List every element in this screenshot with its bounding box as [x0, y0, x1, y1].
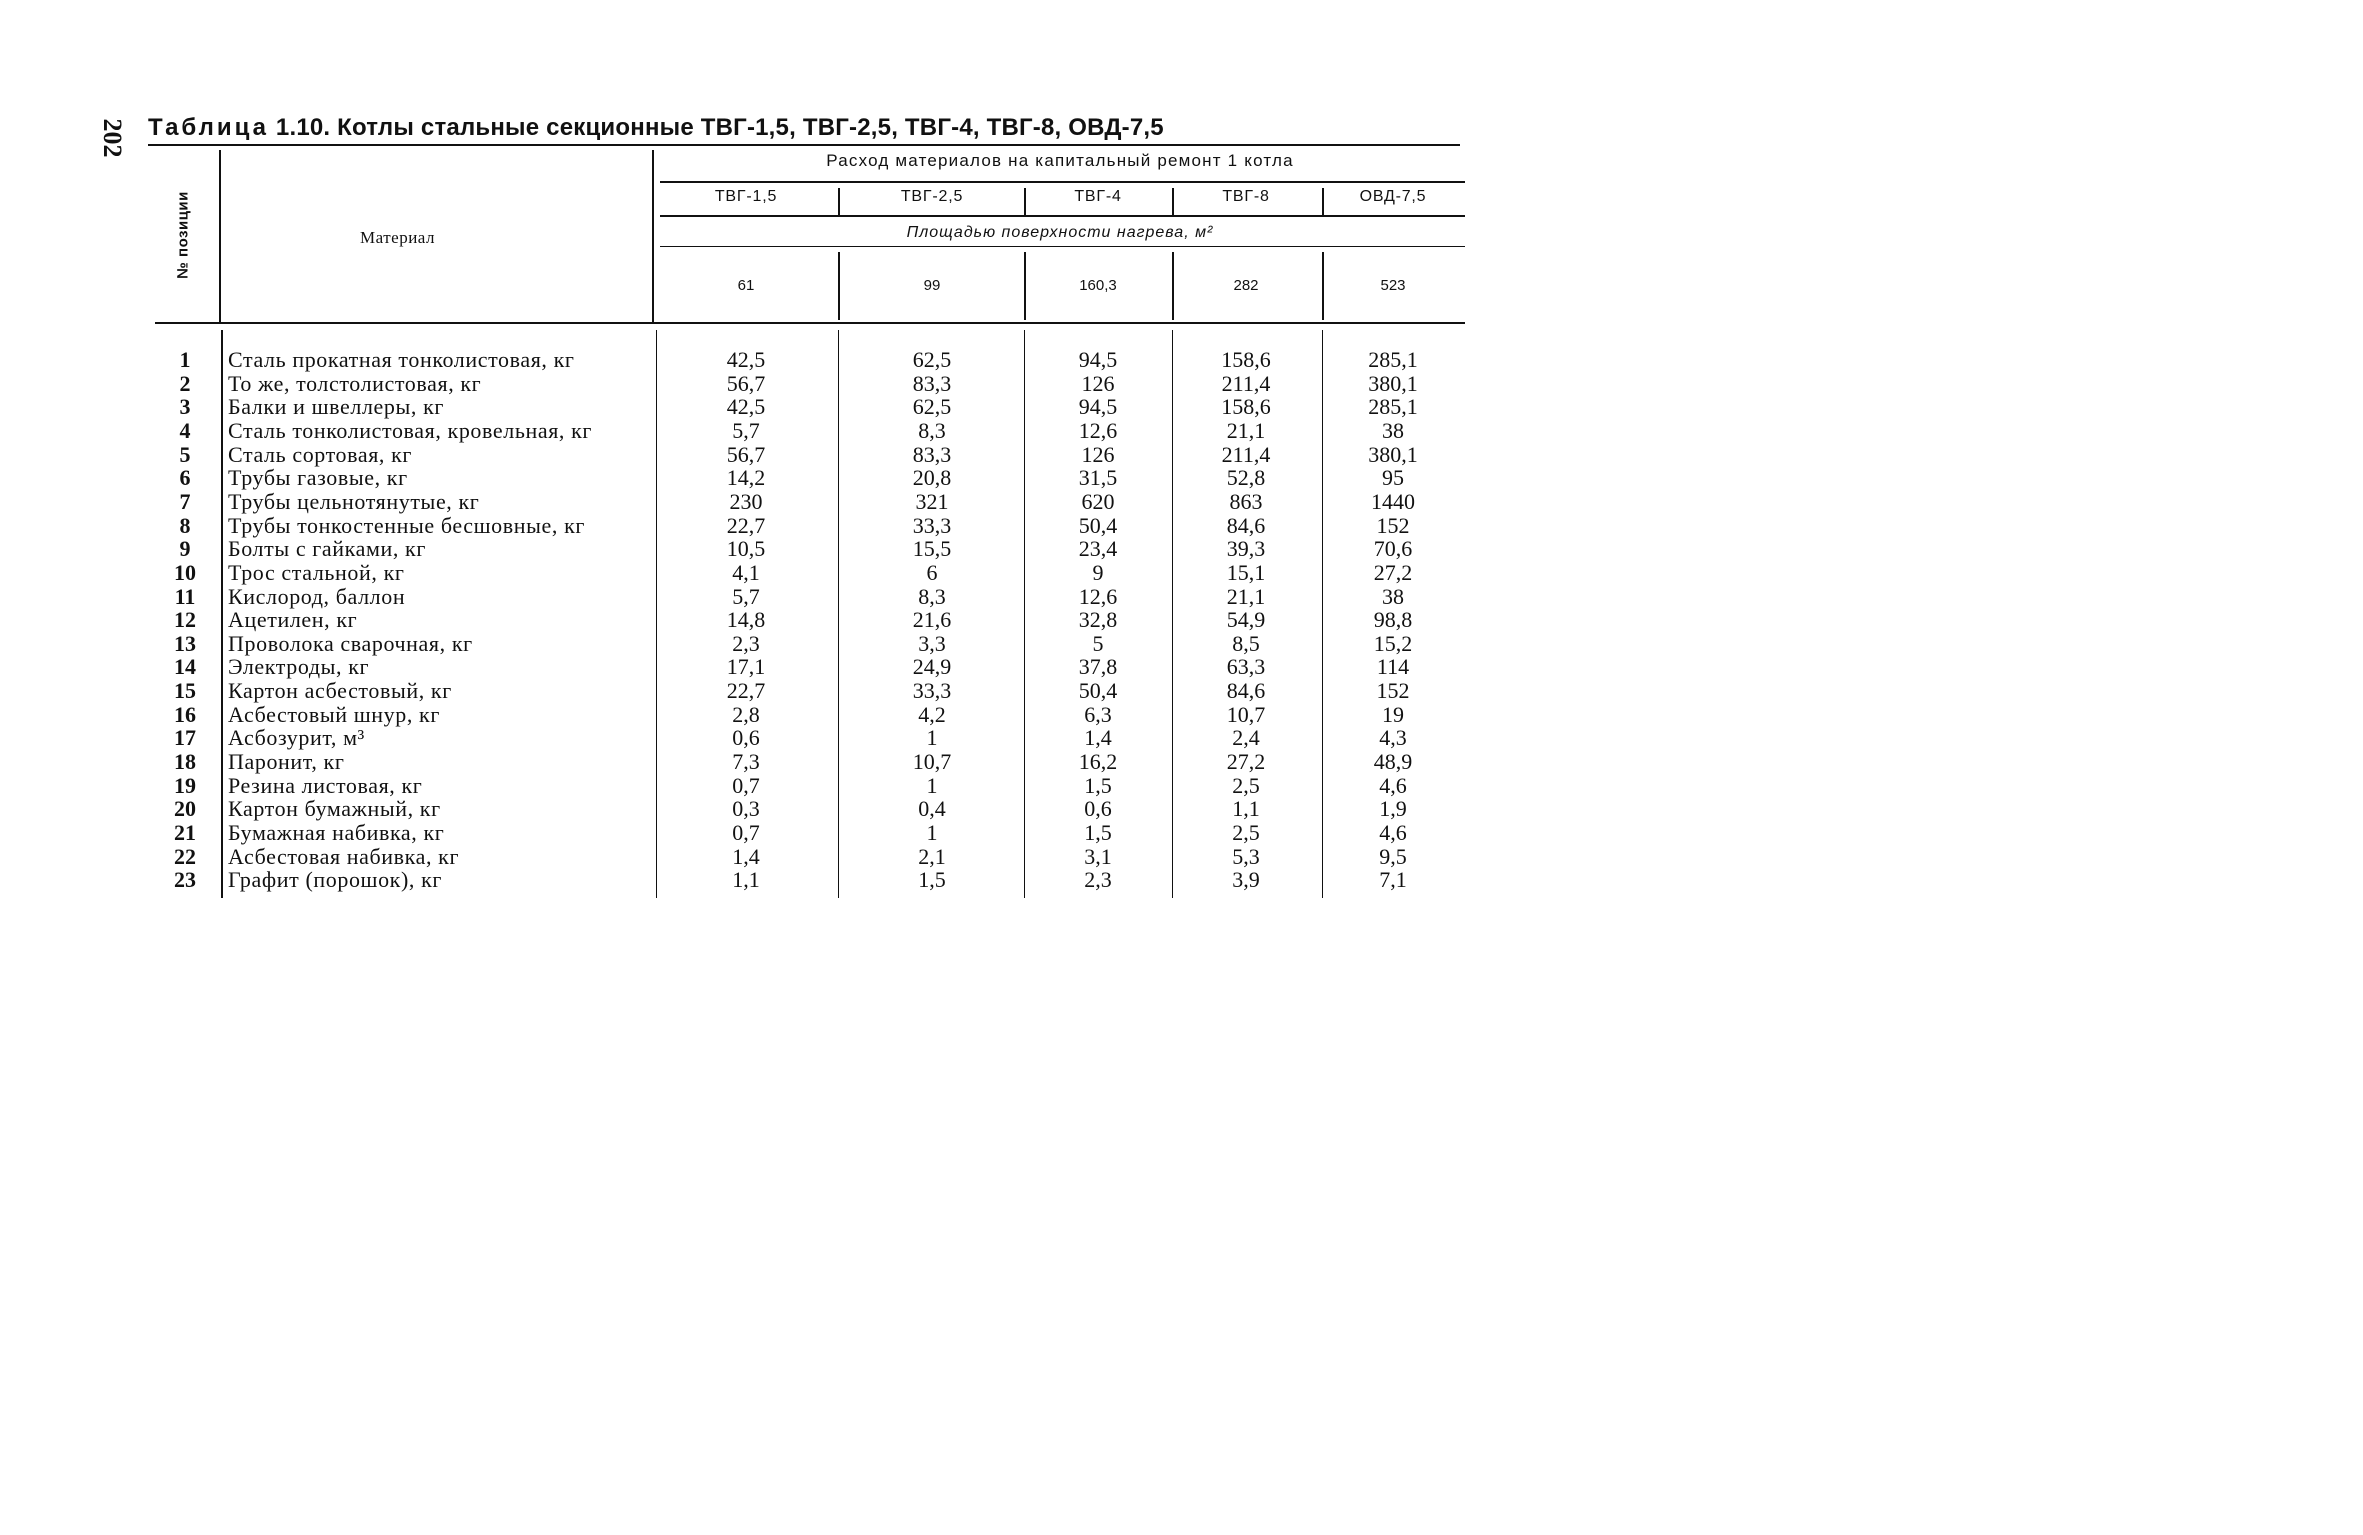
row-value: 1,1: [732, 867, 760, 893]
row-position: 20: [174, 796, 196, 822]
row-position: 11: [174, 583, 196, 609]
row-material: Картон асбестовый, кг: [228, 678, 452, 704]
row-material: Паронит, кг: [228, 749, 345, 775]
row-value: 83,3: [912, 370, 952, 396]
row-value: 2,3: [732, 630, 760, 656]
row-value: 38: [1382, 417, 1404, 443]
boiler-header: ТВГ-2,5: [900, 188, 964, 205]
row-value: 6,3: [1084, 701, 1112, 727]
row-material: Электроды, кг: [228, 654, 370, 680]
row-material: Трубы тонкостенные бесшовные, кг: [228, 512, 585, 538]
row-value: 15,5: [912, 536, 952, 562]
row-value: 6: [926, 559, 938, 585]
row-position: 13: [174, 630, 196, 656]
col-divider-num: [219, 150, 221, 322]
area-header: 160,3: [1079, 277, 1117, 294]
row-position: 22: [174, 843, 196, 869]
row-material: То же, толстолистовая, кг: [228, 370, 482, 396]
header-bottom-rule: [155, 322, 1465, 324]
row-value: 10,5: [726, 536, 766, 562]
table-row: [0, 419, 1549, 443]
row-value: 21,1: [1226, 417, 1266, 443]
table-row: [0, 632, 1549, 656]
table-row: [0, 348, 1549, 372]
table-row: [0, 797, 1549, 821]
row-material: Сталь сортовая, кг: [228, 441, 413, 467]
row-value: 32,8: [1078, 607, 1118, 633]
col-divider-2b: [1024, 252, 1026, 320]
row-value: 50,4: [1078, 512, 1118, 538]
table-row: [0, 537, 1549, 561]
row-value: 2,5: [1232, 820, 1260, 845]
row-value: 50,4: [1078, 678, 1118, 704]
row-material: Ацетилен, кг: [228, 607, 358, 633]
row-value: 38: [1382, 583, 1404, 609]
row-position: 3: [179, 394, 191, 420]
row-value: 230: [729, 488, 763, 514]
row-value: 2,4: [1232, 725, 1260, 751]
consumption-header: Расход материалов на капитальный ремонт 1 котла: [826, 151, 1294, 170]
table-row: [0, 443, 1549, 467]
boiler-header: ОВД-7,5: [1359, 188, 1427, 205]
row-value: 33,3: [912, 678, 952, 704]
position-header: [168, 175, 198, 295]
row-value: 62,5: [912, 347, 952, 372]
row-value: 1,5: [1084, 820, 1112, 845]
row-value: 1,4: [1084, 725, 1112, 751]
row-position: 15: [174, 678, 196, 704]
row-value: 70,6: [1373, 536, 1413, 562]
table-row: [0, 774, 1549, 798]
row-value: 56,7: [726, 370, 766, 396]
table-row: [0, 821, 1549, 845]
row-value: 54,9: [1226, 607, 1266, 633]
row-value: 21,6: [912, 607, 952, 633]
row-value: 23,4: [1078, 536, 1118, 562]
row-value: 31,5: [1078, 465, 1118, 491]
row-value: 380,1: [1368, 370, 1418, 396]
row-value: 10,7: [912, 749, 952, 775]
boiler-header: ТВГ-4: [1074, 188, 1122, 205]
row-value: 21,1: [1226, 583, 1266, 609]
row-position: 8: [179, 512, 191, 538]
row-position: 6: [179, 465, 191, 491]
col-divider-3: [1172, 188, 1174, 216]
table-row: [0, 372, 1549, 396]
row-value: 1,5: [1084, 772, 1112, 798]
boilers-rule: [660, 215, 1465, 217]
row-value: 63,3: [1226, 654, 1266, 680]
row-value: 5: [1092, 630, 1104, 656]
row-value: 4,6: [1379, 820, 1407, 845]
surface-rule: [660, 246, 1465, 247]
row-value: 27,2: [1226, 749, 1266, 775]
row-value: 84,6: [1226, 512, 1266, 538]
row-value: 152: [1376, 512, 1410, 538]
row-value: 22,7: [726, 678, 766, 704]
boiler-header: ТВГ-1,5: [714, 188, 778, 205]
row-position: 12: [174, 607, 196, 633]
row-value: 152: [1376, 678, 1410, 704]
row-value: 1: [926, 820, 938, 845]
row-value: 42,5: [726, 347, 766, 372]
row-value: 62,5: [912, 394, 952, 420]
row-material: Трос стальной, кг: [228, 559, 405, 585]
row-material: Сталь тонколистовая, кровельная, кг: [228, 417, 593, 443]
table-row: [0, 585, 1549, 609]
row-value: 4,6: [1379, 772, 1407, 798]
row-value: 3,9: [1232, 867, 1260, 893]
row-position: 16: [174, 701, 196, 727]
row-material: Трубы цельнотянутые, кг: [228, 488, 480, 514]
row-material: Трубы газовые, кг: [228, 465, 408, 491]
row-material: Резина листовая, кг: [228, 772, 423, 798]
col-divider-1: [838, 188, 840, 216]
row-value: 1: [926, 725, 938, 751]
table-row: [0, 561, 1549, 585]
surface-header: Площадью поверхности нагрева, м²: [906, 224, 1214, 241]
row-value: 1,9: [1379, 796, 1407, 822]
row-value: 24,9: [912, 654, 952, 680]
row-value: 285,1: [1368, 347, 1418, 372]
row-value: 0,7: [732, 772, 760, 798]
table-row: [0, 726, 1549, 750]
row-value: 33,3: [912, 512, 952, 538]
row-value: 114: [1376, 654, 1410, 680]
row-value: 5,3: [1232, 843, 1260, 869]
row-value: 3,3: [918, 630, 946, 656]
row-position: 17: [174, 725, 196, 751]
row-value: 94,5: [1078, 394, 1118, 420]
row-material: Проволока сварочная, кг: [228, 630, 473, 656]
row-value: 0,3: [732, 796, 760, 822]
row-value: 48,9: [1373, 749, 1413, 775]
row-value: 1,1: [1232, 796, 1260, 822]
row-material: Картон бумажный, кг: [228, 796, 441, 822]
row-value: 0,6: [732, 725, 760, 751]
boiler-header: ТВГ-8: [1222, 188, 1270, 205]
row-value: 126: [1081, 441, 1115, 467]
row-position: 4: [179, 417, 191, 443]
row-value: 37,8: [1078, 654, 1118, 680]
row-material: Бумажная набивка, кг: [228, 820, 445, 845]
row-value: 8,5: [1232, 630, 1260, 656]
table-row: [0, 703, 1549, 727]
row-value: 16,2: [1078, 749, 1118, 775]
area-header: 523: [1380, 277, 1406, 294]
row-value: 126: [1081, 370, 1115, 396]
title-label: Таблица: [148, 114, 270, 141]
row-material: Асбестовый шнур, кг: [228, 701, 440, 727]
row-value: 22,7: [726, 512, 766, 538]
row-value: 7,3: [732, 749, 760, 775]
row-value: 8,3: [918, 583, 946, 609]
row-value: 4,2: [918, 701, 946, 727]
row-position: 7: [179, 488, 191, 514]
consumption-rule: [660, 181, 1465, 183]
row-material: Балки и швеллеры, кг: [228, 394, 444, 420]
row-value: 10,7: [1226, 701, 1266, 727]
row-value: 9: [1092, 559, 1104, 585]
row-value: 4,3: [1379, 725, 1407, 751]
row-value: 7,1: [1379, 867, 1407, 893]
row-value: 27,2: [1373, 559, 1413, 585]
row-value: 52,8: [1226, 465, 1266, 491]
table-row: [0, 608, 1549, 632]
row-value: 285,1: [1368, 394, 1418, 420]
row-position: 1: [179, 347, 191, 372]
row-position: 19: [174, 772, 196, 798]
row-value: 4,1: [732, 559, 760, 585]
row-value: 620: [1081, 488, 1115, 514]
table-row: [0, 514, 1549, 538]
row-value: 863: [1229, 488, 1263, 514]
row-value: 211,4: [1221, 441, 1271, 467]
row-value: 211,4: [1221, 370, 1271, 396]
row-value: 0,4: [918, 796, 946, 822]
row-value: 84,6: [1226, 678, 1266, 704]
table-row: [0, 395, 1549, 419]
row-material: Графит (порошок), кг: [228, 867, 443, 893]
row-value: 12,6: [1078, 417, 1118, 443]
row-value: 15,2: [1373, 630, 1413, 656]
table-row: [0, 679, 1549, 703]
table-row: [0, 845, 1549, 869]
row-value: 158,6: [1221, 394, 1271, 420]
row-value: 321: [915, 488, 949, 514]
row-position: 5: [179, 441, 191, 467]
row-value: 3,1: [1084, 843, 1112, 869]
row-value: 1: [926, 772, 938, 798]
table-row: [0, 490, 1549, 514]
row-value: 14,8: [726, 607, 766, 633]
row-value: 2,5: [1232, 772, 1260, 798]
area-header: 282: [1233, 277, 1259, 294]
row-value: 5,7: [732, 583, 760, 609]
row-position: 23: [174, 867, 196, 893]
row-material: Асбестовая набивка, кг: [228, 843, 460, 869]
col-divider-material: [652, 150, 654, 322]
table-title: [148, 114, 1164, 142]
row-value: 9,5: [1379, 843, 1407, 869]
position-header-text: № позиции: [174, 191, 192, 279]
row-value: 8,3: [918, 417, 946, 443]
row-value: 1440: [1371, 488, 1415, 514]
row-value: 380,1: [1368, 441, 1418, 467]
row-value: 2,3: [1084, 867, 1112, 893]
row-value: 20,8: [912, 465, 952, 491]
row-value: 39,3: [1226, 536, 1266, 562]
row-value: 2,8: [732, 701, 760, 727]
table-row: [0, 750, 1549, 774]
row-value: 5,7: [732, 417, 760, 443]
row-value: 17,1: [726, 654, 766, 680]
col-divider-2: [1024, 188, 1026, 216]
row-position: 9: [179, 536, 191, 562]
area-header: 99: [923, 277, 941, 294]
row-value: 42,5: [726, 394, 766, 420]
row-value: 1,5: [918, 867, 946, 893]
col-divider-3b: [1172, 252, 1174, 320]
row-value: 14,2: [726, 465, 766, 491]
row-value: 0,6: [1084, 796, 1112, 822]
row-value: 158,6: [1221, 347, 1271, 372]
row-position: 21: [174, 820, 196, 845]
col-divider-1b: [838, 252, 840, 320]
row-material: Асбозурит, м³: [228, 725, 365, 751]
table-row: [0, 655, 1549, 679]
row-position: 14: [174, 654, 196, 680]
row-position: 18: [174, 749, 196, 775]
row-value: 1,4: [732, 843, 760, 869]
row-position: 10: [174, 559, 196, 585]
table-row: [0, 868, 1549, 892]
page-number: 202: [98, 118, 127, 158]
table-row: [0, 466, 1549, 490]
row-value: 94,5: [1078, 347, 1118, 372]
row-value: 98,8: [1373, 607, 1413, 633]
area-header: 61: [737, 277, 755, 294]
row-value: 19: [1382, 701, 1404, 727]
title-text: 1.10. Котлы стальные секционные ТВГ-1,5, ТВГ-2,5, ТВГ-4, ТВГ-8, ОВД-7,5: [275, 114, 1164, 141]
row-value: 15,1: [1226, 559, 1266, 585]
row-material: Болты с гайками, кг: [228, 536, 426, 562]
row-value: 83,3: [912, 441, 952, 467]
row-value: 95: [1382, 465, 1404, 491]
row-position: 2: [179, 370, 191, 396]
row-value: 12,6: [1078, 583, 1118, 609]
title-rule: [148, 144, 1460, 146]
row-material: Сталь прокатная тонколистовая, кг: [228, 347, 575, 372]
row-value: 0,7: [732, 820, 760, 845]
material-header: Материал: [360, 228, 435, 247]
row-material: Кислород, баллон: [228, 583, 406, 609]
row-value: 56,7: [726, 441, 766, 467]
row-value: 2,1: [918, 843, 946, 869]
